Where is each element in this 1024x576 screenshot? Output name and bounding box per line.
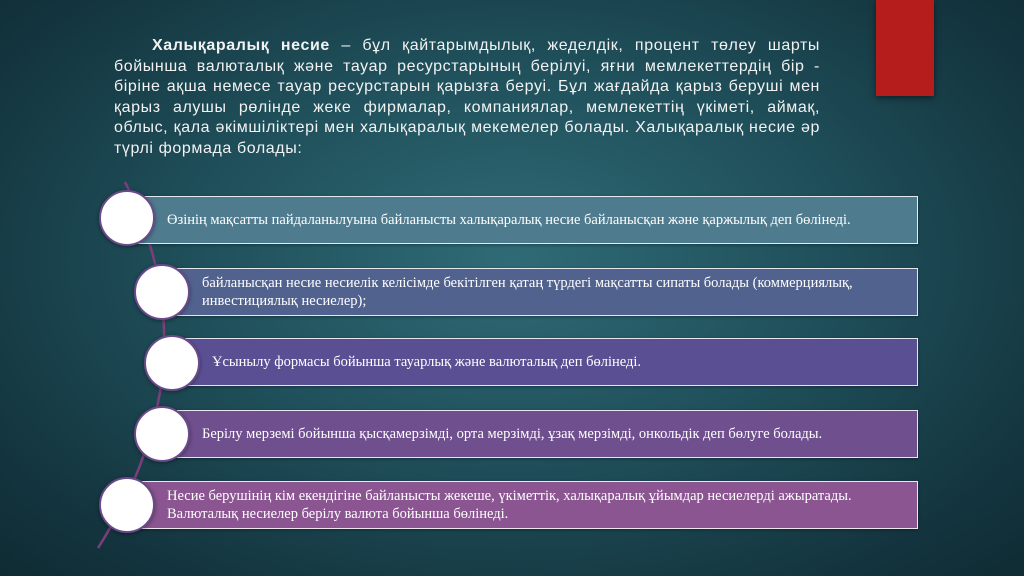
intro-term: Халықаралық несие xyxy=(152,37,330,54)
list-item-3 xyxy=(173,338,918,386)
intro-text: – бұл қайтарымдылық, жеделдік, процент төлеу шарты бойынша валюталық және тауар ресурстарының берілуі, яғни мемлекеттердің бір - біріне ақша немесе тауар ресурстарын қарызға беруі. Бұл жағдайда қарыз беруші мен қарыз алушы рөлінде жеке фирмалар, компаниялар, мемлекеттің үкіметі, аймақ, облыс, қала әкімшіліктері мен халықаралық мекемелер болады. Халықаралық несие әр түрлі формада болады: xyxy=(114,37,820,157)
list-item-text-2: байланысқан несие несиелік келісімде бекітілген қатаң түрдегі мақсатты сипаты болады (коммерциялық, инвестициялық несиелер); xyxy=(202,275,853,309)
list-item-text-3: Ұсынылу формасы бойынша тауарлық және валюталық деп бөлінеді. xyxy=(212,354,642,370)
list-item-1 xyxy=(128,196,918,244)
list-item-text-1: Өзінің мақсатты пайдаланылуына байланысты халықаралық несие байланысқан және қаржылық деп бөлінеді. xyxy=(167,212,851,228)
list-item-5 xyxy=(128,481,918,529)
list-item-2 xyxy=(163,268,918,316)
list-item-circle-1 xyxy=(99,190,155,246)
list-item-circle-4 xyxy=(134,406,190,462)
list-item-text-4: Берілу мерземі бойынша қысқамерзімді, орта мерзімді, ұзақ мерзімді, онкольдік деп бөлуге болады. xyxy=(202,426,823,442)
list-item-circle-5 xyxy=(99,477,155,533)
list-item-4 xyxy=(163,410,918,458)
list-item-circle-3 xyxy=(144,335,200,391)
list-item-circle-2 xyxy=(134,264,190,320)
list-item-text-5: Несие берушінің кім екендігіне байланысты жекеше, үкіметтік, халықаралық ұйымдар несиелерді ажыратады. Валюталық несиелер берілу валюта бойынша бөлінеді. xyxy=(167,488,852,522)
